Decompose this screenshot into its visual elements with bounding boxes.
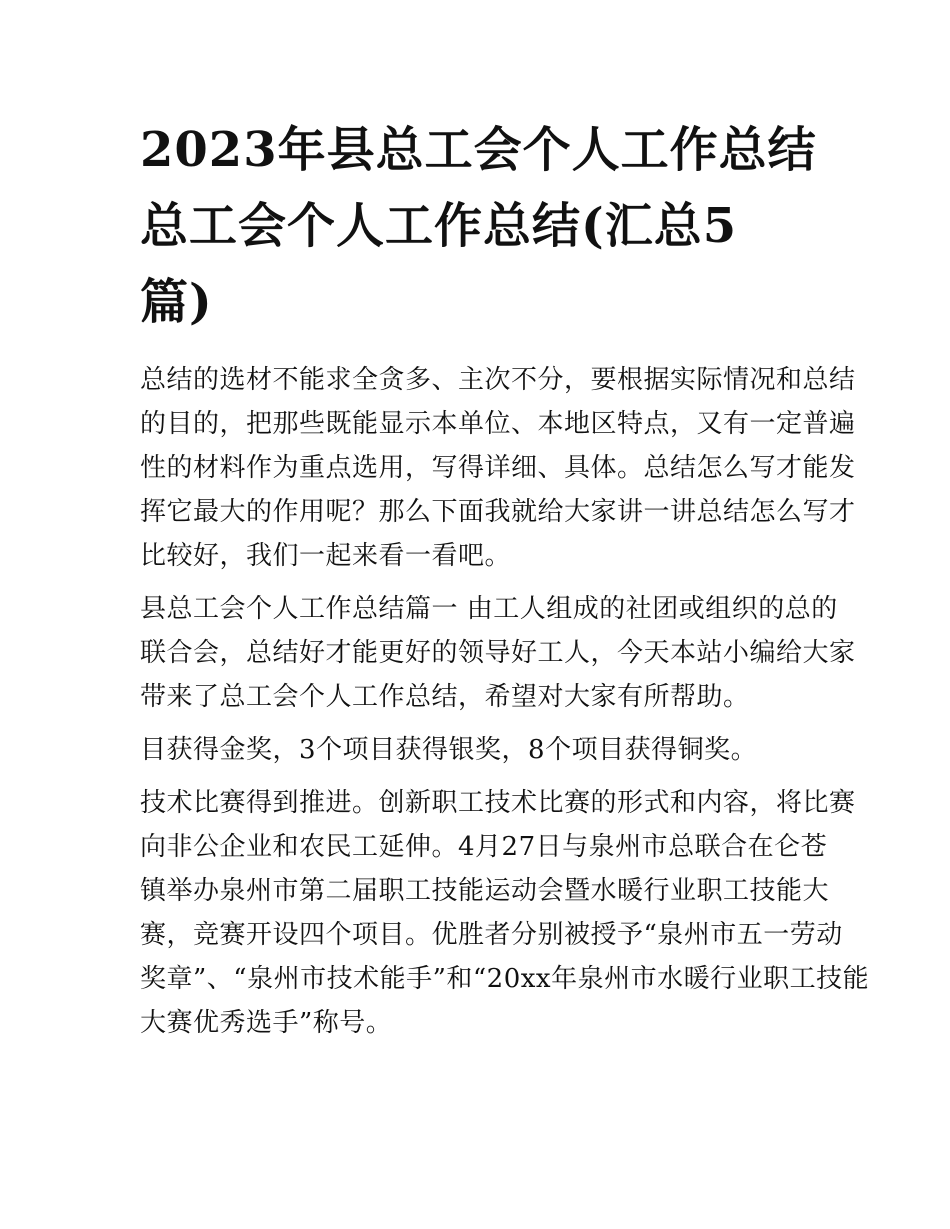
paragraph-awards — [140, 728, 820, 772]
text-line: 联合会，总结好才能更好的领导好工人，今天本站小编给大家 — [140, 638, 856, 668]
text-line: 性的材料作为重点选用，写得详细、具体。总结怎么写才能发 — [140, 453, 856, 483]
text-line: 向非公企业和农民工延伸。4月27日与泉州市总联合在仑苍 — [140, 832, 828, 862]
text-line: 带来了总工会个人工作总结，希望对大家有所帮助。 — [140, 682, 750, 712]
paragraph-intro — [140, 358, 856, 578]
text-line: 县总工会个人工作总结篇一 由工人组成的社团或组织的总的 — [140, 594, 838, 624]
title-line: 2023年县总工会个人工作总结 — [140, 122, 817, 178]
text-line: 大赛优秀选手”称号。 — [140, 1008, 393, 1038]
text-line: 赛，竞赛开设四个项目。优胜者分别被授予“泉州市五一劳动 — [140, 920, 843, 950]
text-line: 目获得金奖，3个项目获得银奖，8个项目获得铜奖。 — [140, 735, 758, 765]
text-line: 技术比赛得到推进。创新职工技术比赛的形式和内容，将比赛 — [140, 788, 856, 818]
paragraph-competition — [140, 781, 870, 1045]
document-body — [140, 358, 870, 1045]
text-line: 奖章”、“泉州市技术能手”和“20xx年泉州市水暖行业职工技能 — [140, 964, 870, 994]
paragraph-section-one — [140, 587, 856, 719]
text-line: 挥它最大的作用呢？那么下面我就给大家讲一讲总结怎么写才 — [140, 497, 856, 527]
title-line: 篇) — [140, 274, 213, 330]
text-line: 总结的选材不能求全贪多、主次不分，要根据实际情况和总结 — [140, 365, 856, 395]
title-line: 总工会个人工作总结(汇总5 — [140, 198, 738, 254]
text-line: 的目的，把那些既能显示本单位、本地区特点，又有一定普遍 — [140, 409, 856, 439]
document-title — [140, 112, 830, 340]
text-line: 镇举办泉州市第二届职工技能运动会暨水暖行业职工技能大 — [140, 876, 830, 906]
text-line: 比较好，我们一起来看一看吧。 — [140, 541, 512, 571]
